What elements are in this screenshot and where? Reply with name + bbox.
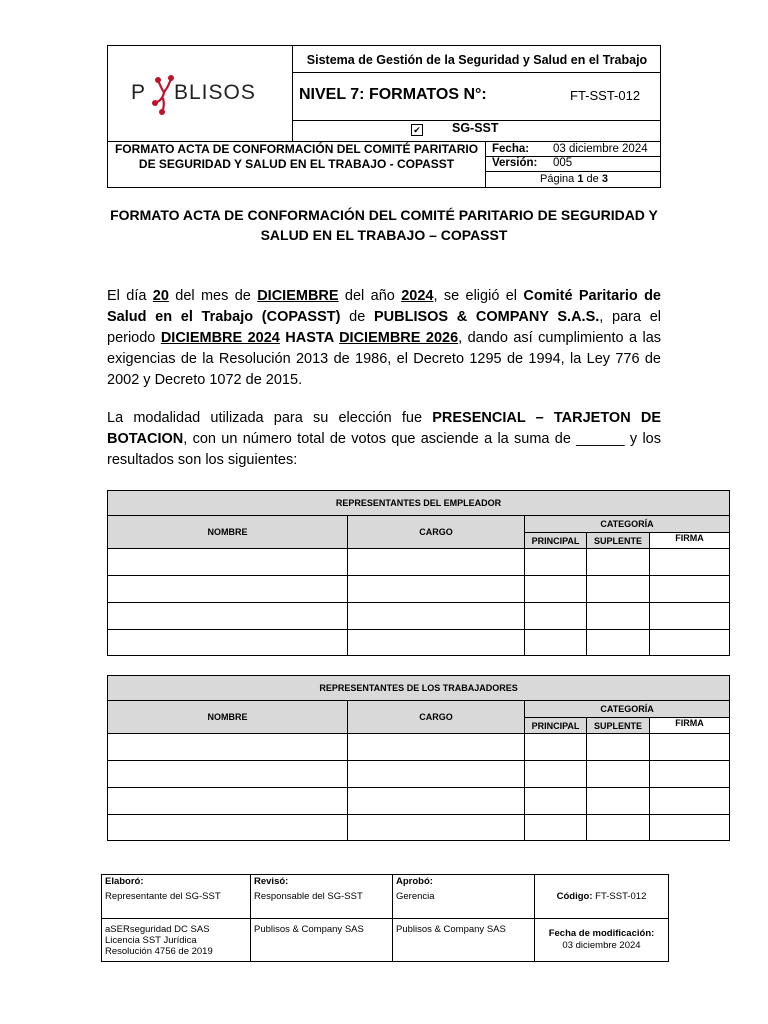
period-start: DICIEMBRE 2024 [160,330,280,346]
reviso-role: Responsable del SG-SST [254,891,363,902]
page-word: Página [540,173,575,185]
cell[interactable] [108,788,348,815]
election-modality: PRESENCIAL – TARJETON DE BOTACION [107,410,661,447]
cell[interactable] [108,603,348,630]
column-header-firma: FIRMA [650,718,730,734]
fecha-mod-cell [535,919,669,962]
table-row [108,734,730,761]
election-month: DICIEMBRE [257,288,339,304]
text: , con un número total de votos que asciende a la suma de ______ y los resultados son los siguientes: [107,431,661,468]
paragraph-election [107,286,661,391]
cell[interactable] [348,788,525,815]
elaboro-role: Representante del SG-SST [105,891,221,902]
cell[interactable] [587,576,650,603]
cell[interactable] [650,815,730,841]
cell[interactable] [348,576,525,603]
cell[interactable] [650,630,730,656]
codigo-cell [535,875,669,919]
cell[interactable] [348,734,525,761]
column-header-nombre: NOMBRE [108,701,348,734]
aprobo-label: Aprobó: [396,876,433,887]
table-row [108,549,730,576]
cell[interactable] [108,761,348,788]
table-row [108,761,730,788]
text: del año [338,288,402,304]
elaboro-resolution: Resolución 4756 de 2019 [105,946,213,957]
elaboro-license: Licencia SST Jurídica [105,935,197,946]
cell[interactable] [348,630,525,656]
elaboro-label: Elaboró: [105,876,144,887]
version-label: Versión: [492,157,538,169]
text: HASTA [279,330,340,346]
cell[interactable] [650,549,730,576]
cell[interactable] [587,788,650,815]
aprobo-cell [393,875,535,919]
fecha-mod-label: Fecha de modificación: [548,928,655,939]
format-code: FT-SST-012 [570,88,641,103]
cell[interactable] [348,549,525,576]
cell[interactable] [108,815,348,841]
reviso-cell [251,875,393,919]
sgsst-label: SG-SST [452,121,499,135]
cell[interactable] [525,549,587,576]
cell[interactable] [108,549,348,576]
aprobo-role: Gerencia [396,891,435,902]
publisos-logo [129,70,271,116]
paragraph-modality [107,408,661,471]
cell[interactable] [108,734,348,761]
cell[interactable] [587,734,650,761]
period-end: DICIEMBRE 2026 [339,330,459,346]
header-form-title: FORMATO ACTA DE CONFORMACIÓN DEL COMITÉ PARITARIO DE SEGURIDAD Y SALUD EN EL TRABAJO - COPASST [114,142,479,171]
svg-text:BLISOS: BLISOS [174,81,256,104]
cell[interactable] [525,761,587,788]
table-row [108,788,730,815]
page-number: 1 [577,173,584,185]
cell[interactable] [525,630,587,656]
worker-representatives-table [107,675,730,841]
text: , se eligió el [433,288,524,304]
employer-representatives-table [107,490,730,656]
cell[interactable] [650,788,730,815]
column-header-suplente: SUPLENTE [587,533,650,549]
cell[interactable] [587,815,650,841]
cell[interactable] [525,815,587,841]
cell[interactable] [525,576,587,603]
elaboro-org-cell [102,919,251,962]
column-header-categoria: CATEGORÍA [525,701,730,718]
svg-text:P: P [131,81,147,104]
cell[interactable] [348,603,525,630]
reviso-label: Revisó: [254,876,289,887]
nivel-label: NIVEL 7: FORMATOS N°: [299,86,487,103]
cell[interactable] [348,761,525,788]
text: El día [107,288,153,304]
cell[interactable] [587,549,650,576]
cell[interactable] [108,630,348,656]
cell[interactable] [587,603,650,630]
column-header-categoria: CATEGORÍA [525,516,730,533]
document-title: FORMATO ACTA DE CONFORMACIÓN DEL COMITÉ PARITARIO DE SEGURIDAD Y SALUD EN EL TRABAJO – COPASST [110,207,658,243]
page-of: de [586,173,599,185]
codigo-value: FT-SST-012 [595,890,647,902]
column-header-firma: FIRMA [650,533,730,549]
page-indicator [487,173,661,185]
cell[interactable] [650,734,730,761]
table-row [108,630,730,656]
text: , dando así cumplimiento a las exigencias de la Resolución 2013 de 1986, el Decreto 1295 de 1994, la Ley 776 de 2002 y Decreto 1072 de 2015. [107,330,662,388]
reviso-org: Publisos & Company SAS [251,919,393,962]
elaboro-org: aSERseguridad DC SAS [105,924,210,935]
column-header-suplente: SUPLENTE [587,718,650,734]
table-row [108,815,730,841]
cell[interactable] [650,576,730,603]
cell[interactable] [525,788,587,815]
text: del mes de [168,288,258,304]
column-header-principal: PRINCIPAL [525,533,587,549]
company-name: PUBLISOS & COMPANY S.A.S. [373,309,600,325]
election-year: 2024 [401,288,434,304]
election-day: 20 [152,288,169,304]
table-row [108,576,730,603]
codigo-label: Código: [556,890,593,902]
text: La modalidad utilizada para su elección fue [107,410,433,426]
column-header-cargo: CARGO [348,516,525,549]
text: de [340,309,374,325]
cell[interactable] [650,603,730,630]
aprobo-org: Publisos & Company SAS [393,919,535,962]
column-header-cargo: CARGO [348,701,525,734]
fecha-value: 03 diciembre 2024 [553,143,648,155]
cell[interactable] [587,630,650,656]
header-divider [485,171,661,172]
page-total: 3 [601,173,608,185]
cell[interactable] [587,761,650,788]
elaboro-cell [102,875,251,919]
cell[interactable] [525,734,587,761]
system-name: Sistema de Gestión de la Seguridad y Salud en el Trabajo [306,53,648,67]
cell[interactable] [525,603,587,630]
version-value: 005 [553,157,573,169]
column-header-nombre: NOMBRE [108,516,348,549]
committee-name: Comité Paritario de Salud en el Trabajo (COPASST) [107,288,661,325]
text: , para el periodo [107,309,661,346]
table-title: REPRESENTANTES DE LOS TRABAJADORES [108,676,730,701]
table-title: REPRESENTANTES DEL EMPLEADOR [108,491,730,516]
fecha-label: Fecha: [492,143,530,155]
column-header-principal: PRINCIPAL [525,718,587,734]
cell[interactable] [348,815,525,841]
cell[interactable] [650,761,730,788]
cell[interactable] [108,576,348,603]
approval-footer-table [101,874,669,962]
checkbox[interactable]: ✔ [411,124,423,136]
fecha-mod-value: 03 diciembre 2024 [562,940,641,951]
table-row [108,603,730,630]
header-divider [485,141,486,188]
